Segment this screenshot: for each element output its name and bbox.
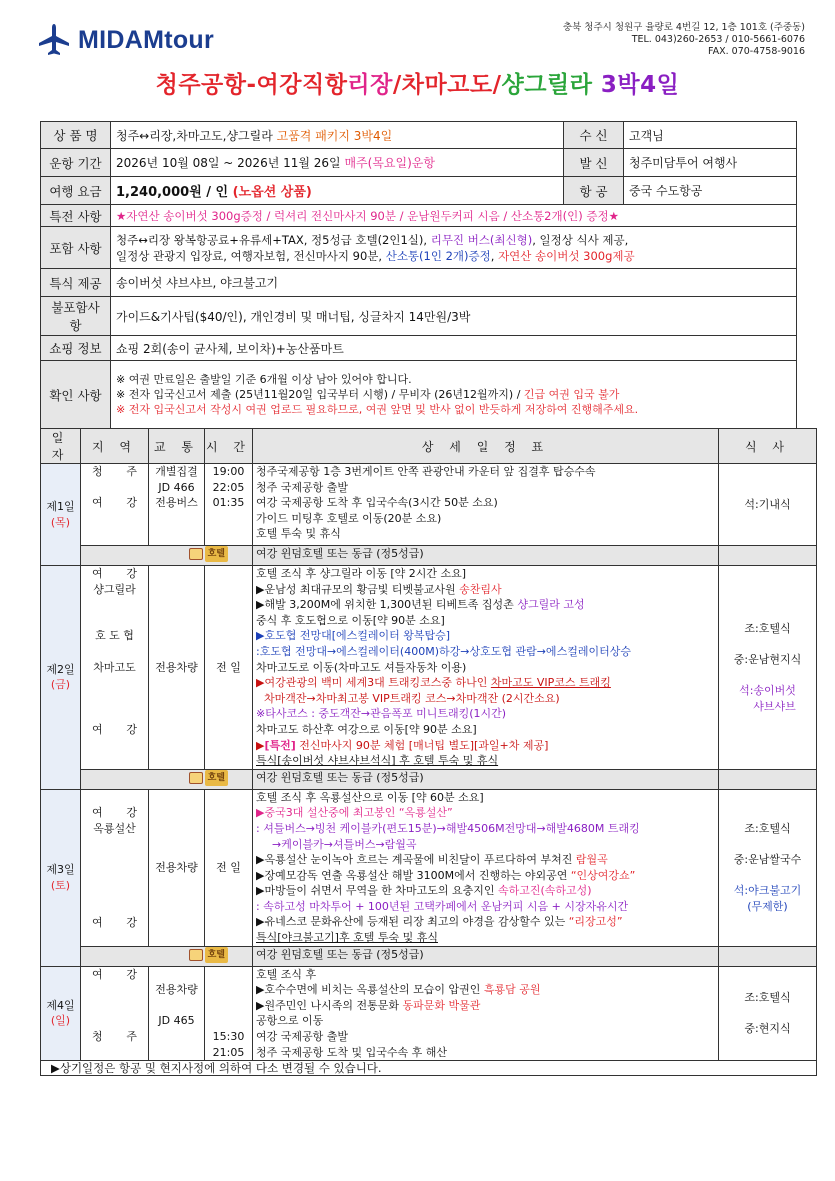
day1-hotel-row <box>41 546 817 566</box>
col-day: 일 자 <box>41 429 81 464</box>
day4-region: 여 강 청 주 <box>81 966 149 1061</box>
day2-meal: 조:호텔식 중:운남현지식 석:송이버섯 샤브샤브 <box>719 566 817 770</box>
shop-label: 쇼핑 정보 <box>41 336 111 361</box>
logo-text: MIDAMtour <box>78 25 215 54</box>
day4-label: 제4일 (일) <box>41 966 81 1061</box>
period-highlight: 매주(목요일)운항 <box>344 156 435 170</box>
day1-hotel-icon-cell <box>81 546 253 566</box>
day2-hotel-row <box>41 769 817 789</box>
recv-label: 수 신 <box>564 122 624 149</box>
hotel-icon: 호텔 <box>189 947 228 963</box>
day4-row <box>41 966 817 1061</box>
day2-hotel: 여강 윈덤호텔 또는 동급 (정5성급) <box>253 769 719 789</box>
title-part-5: 3박4일 <box>592 72 680 98</box>
day4-transport: 전용차량 JD 465 <box>149 966 205 1061</box>
day2-row <box>41 566 817 770</box>
hotel-icon: 호텔 <box>189 546 228 562</box>
day3-hotel: 여강 윈덤호텔 또는 동급 (정5성급) <box>253 946 719 966</box>
info-row-check <box>41 361 797 429</box>
food-label: 특식 제공 <box>41 269 111 297</box>
day3-meal: 조:호텔식 중:운남쌀국수 석:야크불고기 (무제한) <box>719 789 817 946</box>
day1-transport: 개별집결 JD 466 전용버스 <box>149 464 205 546</box>
send-label: 발 신 <box>564 149 624 177</box>
day1-meal: 석:기내식 <box>719 464 817 546</box>
title-part-4: 샹그릴라 <box>501 72 593 98</box>
info-row-exclude <box>41 297 797 336</box>
info-table <box>40 121 797 429</box>
day1-region: 청 주 여 강 <box>81 464 149 546</box>
col-region: 지 역 <box>81 429 149 464</box>
col-transport: 교 통 <box>149 429 205 464</box>
contact-fax: FAX. 070-4758-9016 <box>708 46 805 57</box>
day1-label: 제1일 (목) <box>41 464 81 566</box>
col-meal: 식 사 <box>719 429 817 464</box>
info-row-special <box>41 205 797 227</box>
day3-region: 여 강 옥룡설산 여 강 <box>81 789 149 946</box>
info-row-food <box>41 269 797 297</box>
info-row-period <box>41 149 797 177</box>
page-title <box>0 66 835 99</box>
title-part-3: /차마고도/ <box>392 72 502 98</box>
special-label: 특전 사항 <box>41 205 111 227</box>
recv-value: 고객님 <box>624 122 797 149</box>
day3-time: 전 일 <box>205 789 253 946</box>
period-value: 2026년 10월 08일 ~ 2026년 11월 26일 매주(목요일)운항 <box>111 149 564 177</box>
col-time: 시 간 <box>205 429 253 464</box>
title-part-2: 리장 <box>347 72 393 98</box>
price-value: 1,240,000원 / 인 (노옵션 상품) <box>111 177 564 205</box>
day1-detail: 청주국제공항 1층 3번게이트 안쪽 관광안내 카운터 앞 집결후 탑승수속 청주 국제공항 출발 여강 국제공항 도착 후 입국수속(3시간 50분 소요) 가이드 미팅후 호텔로 이동(20분 소요) 호텔 투숙 및 휴식 <box>253 464 719 546</box>
day3-detail: 호텔 조식 후 옥룡설산으로 이동 [약 60분 소요] ▶중국3대 설산중에 최고봉인 “옥룡설산” : 셔틀버스→빙천 케이블카(편도15분)→해발4506M전망대→해발4680M 트래킹 →케이블카→셔틀버스→람월곡 ▶옥룡설산 눈이녹아 흐르는 계곡물에 비친달이 푸르다하여 부쳐진 람월곡 ▶장예모감독 연출 옥룡설산 해발 3100M에서 진행하는 야외공연 “인상여강쇼” ▶마방들이 쉬면서 무역을 한 차마고도의 요충지인 속하고진(속하고성) : 속하고성 마차투어 + 100년된 고택카페에서 운남커피 시음 + 시장자유시간 ▶유네스코 문화유산에 등재된 리장 최고의 야경을 감상할수 있는 “리장고성” 특식[야크불고기]후 호텔 투숙 및 휴식 <box>253 789 719 946</box>
info-row-include <box>41 227 797 269</box>
day4-meal: 조:호텔식 중:현지식 <box>719 966 817 1061</box>
info-row-price <box>41 177 797 205</box>
footnote: ▶상기일정은 항공 및 현지사정에 의하여 다소 변경될 수 있습니다. <box>41 1061 817 1076</box>
day4-detail: 호텔 조식 후 ▶호수수면에 비치는 옥룡설산의 모습이 압권인 흑룡담 공원 ▶원주민인 나시족의 전통문화 동파문화 박물관 공항으로 이동 여강 국제공항 출발 청주 국제공항 도착 및 입국수속 후 해산 <box>253 966 719 1061</box>
price-highlight: (노옵션 상품) <box>232 185 312 200</box>
schedule-header-row <box>41 429 817 464</box>
check-label: 확인 사항 <box>41 361 111 429</box>
day2-label: 제2일 (금) <box>41 566 81 790</box>
day3-transport: 전용차량 <box>149 789 205 946</box>
exclude-value: 가이드&기사팁($40/인), 개인경비 및 매너팁, 싱글차지 14만원/3박 <box>111 297 797 336</box>
contact-info <box>563 22 805 58</box>
food-value: 송이버섯 샤브샤브, 야크불고기 <box>111 269 797 297</box>
schedule-table <box>40 428 817 1076</box>
day2-time: 전 일 <box>205 566 253 770</box>
product-highlight: 고품격 패키지 3박4일 <box>276 128 393 143</box>
contact-address: 충북 청주시 청원구 율량로 4번길 12, 1층 101호 (주중동) <box>562 22 805 33</box>
day3-label: 제3일 (토) <box>41 789 81 966</box>
period-label: 운항 기간 <box>41 149 111 177</box>
include-value: 청주↔리장 왕복항공료+유류세+TAX, 정5성급 호텔(2인1실), 리무진 버스(최신형), 일정상 식사 제공, 일정상 관광지 입장료, 여행자보험, 전신마사지 90분, 산소통(1인 2개)증정, 자연산 송이버섯 300g제공 <box>111 227 797 269</box>
send-value: 청주미담투어 여행사 <box>624 149 797 177</box>
product-label: 상 품 명 <box>41 122 111 149</box>
day1-hotel: 여강 윈덤호텔 또는 동급 (정5성급) <box>253 546 719 566</box>
airplane-icon <box>36 22 72 58</box>
include-label: 포함 사항 <box>41 227 111 269</box>
air-value: 중국 수도항공 <box>624 177 797 205</box>
day3-row <box>41 789 817 946</box>
day3-hotel-row <box>41 946 817 966</box>
exclude-label: 불포함사항 <box>41 297 111 336</box>
product-value: 청주↔리장,차마고도,샹그릴라 고품격 패키지 3박4일 <box>111 122 564 149</box>
title-part-1: 청주공항-여강직항 <box>155 72 348 98</box>
check-value: ※ 여권 만료일은 출발일 기준 6개월 이상 남아 있어야 합니다. ※ 전자 입국신고서 제출 (25년11월20일 입국부터 시행) / 무비자 (26년12월까지) / 긴급 여권 입국 불가 ※ 전자 입국신고서 작성시 여권 업로드 필요하므로, 여권 앞면 및 반사 없이 반듯하게 저장하여 진행해주세요. <box>111 361 797 429</box>
col-detail: 상 세 일 정 표 <box>253 429 719 464</box>
header <box>0 0 835 110</box>
day1-time: 19:00 22:05 01:35 <box>205 464 253 546</box>
air-label: 항 공 <box>564 177 624 205</box>
shop-value: 쇼핑 2회(송이 균사체, 보이차)+농산품마트 <box>111 336 797 361</box>
hotel-icon: 호텔 <box>189 770 228 786</box>
footnote-row <box>41 1061 817 1076</box>
day4-time: 15:30 21:05 <box>205 966 253 1061</box>
logo[interactable] <box>36 22 214 58</box>
special-value: ★자연산 송이버섯 300g증정 / 럭셔리 전신마사지 90분 / 운남원두커피 시음 / 산소통2개(인) 증정★ <box>111 205 797 227</box>
contact-tel: TEL. 043)260-2653 / 010-5661-6076 <box>631 34 805 45</box>
info-row-product <box>41 122 797 149</box>
day1-row <box>41 464 817 546</box>
price-label: 여행 요금 <box>41 177 111 205</box>
day2-transport: 전용차량 <box>149 566 205 770</box>
info-row-shop <box>41 336 797 361</box>
day2-region: 여 강 샹그릴라 호 도 협 차마고도 여 강 <box>81 566 149 770</box>
day2-detail: 호텔 조식 후 샹그릴라 이동 [약 2시간 소요] ▶운남성 최대규모의 황금빛 티벳불교사원 송찬림사 ▶해발 3,200M에 위치한 1,300년된 티베트족 집성촌 샹그릴라 고성 중식 후 호도협으로 이동[약 90분 소요] ▶호도협 전망대[에스컬레이터 왕복탑승] :호도협 전망대→에스컬레이터(400M)하강→상호도협 관람→에스컬레이터상승 차마고도로 이동(차마고도 셔틀자동차 이용) ▶여강관광의 백미 세계3대 트래킹코스중 하나인 차마고도 VIP코스 트래킹 차마객잔→차마최고봉 VIP트래킹 코스→차마객잔 (2시간소요) ※타사코스 : 중도객잔→관음폭포 미니트래킹(1시간) 차마고도 하산후 여강으로 이동[약 90분 소요] ▶[특전] 전신마사지 90분 체험 [매너팁 별도][과일+차 제공] 특식[송이버섯 샤브샤브석식] 후 호텔 투숙 및 휴식 <box>253 566 719 770</box>
